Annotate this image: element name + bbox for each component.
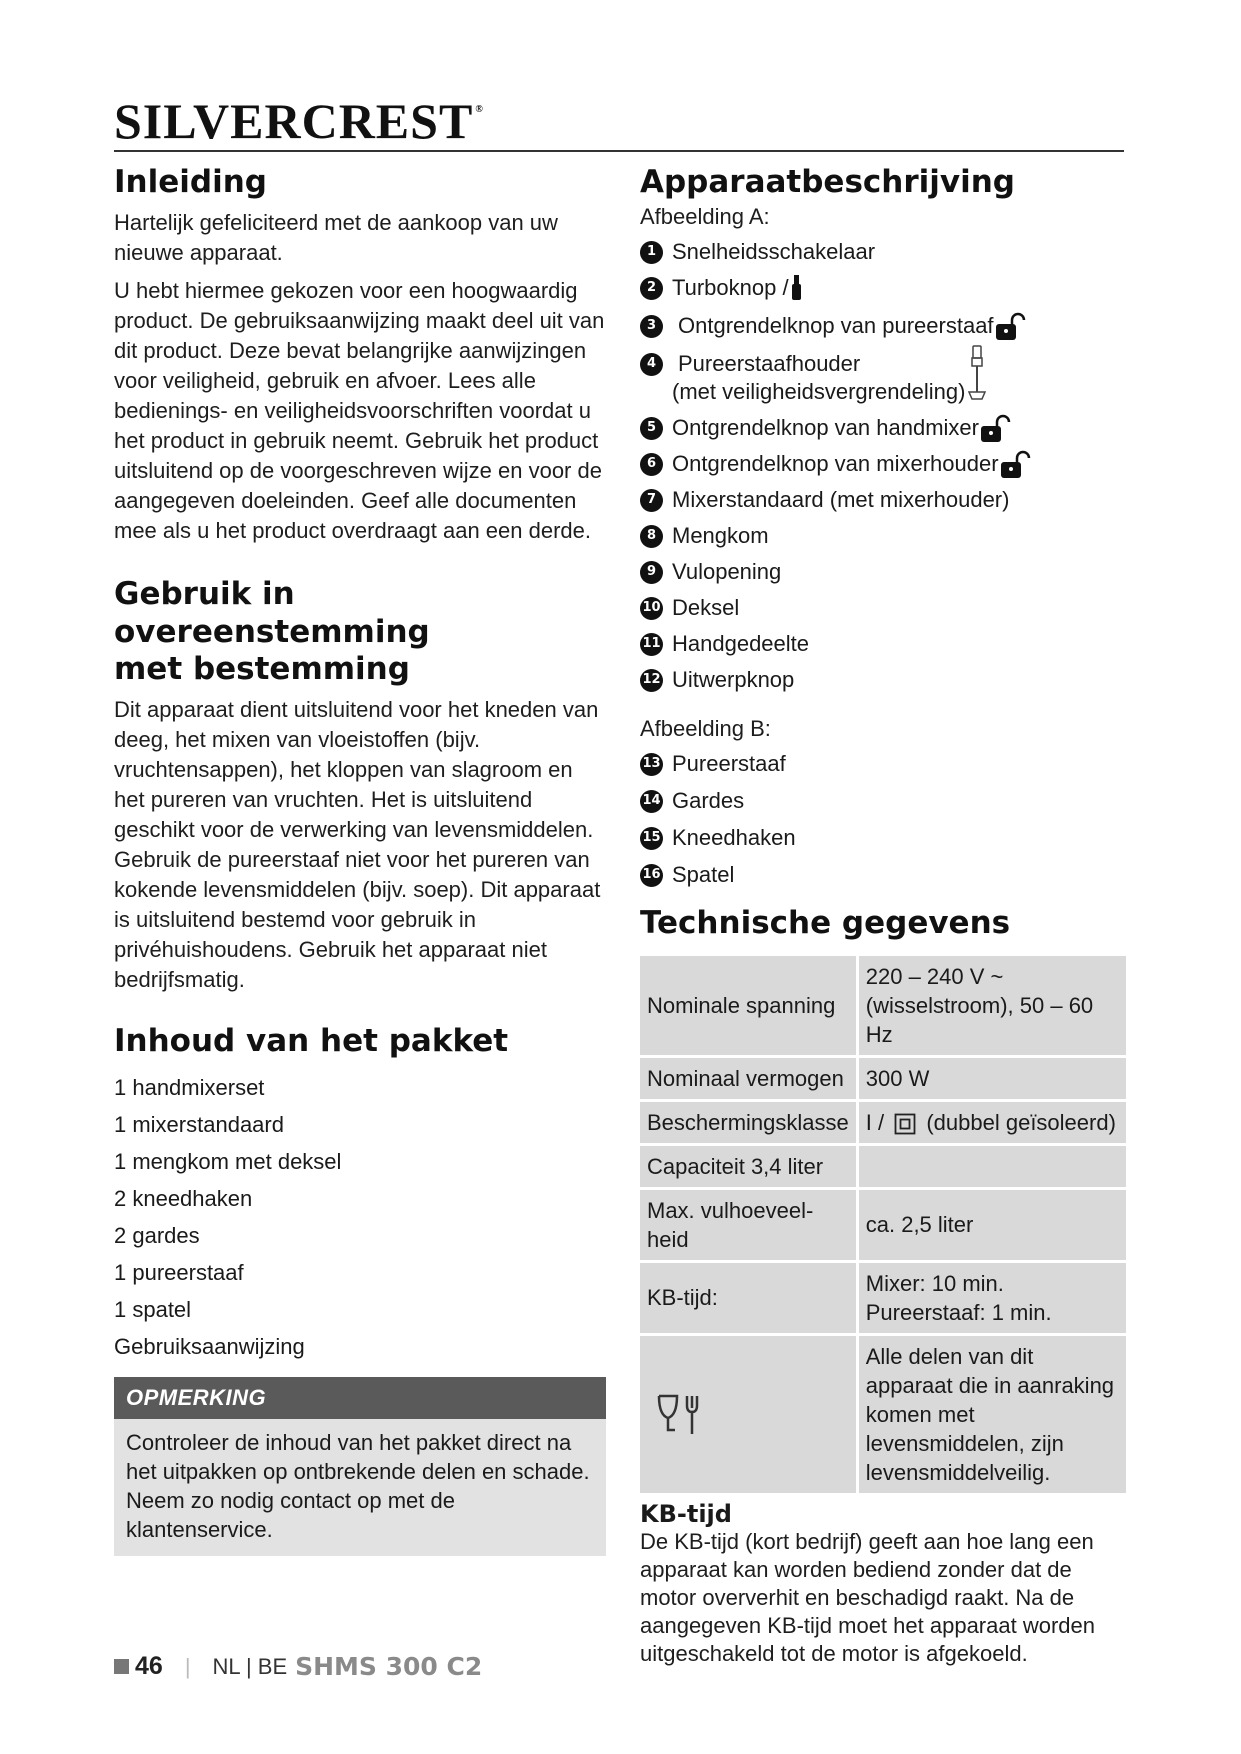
list-item: 2 gardes	[114, 1223, 200, 1249]
parts-list-a	[640, 238, 1126, 694]
brand-logo: SILVERCREST ®	[114, 93, 484, 149]
list-item: 2 kneedhaken	[114, 1186, 253, 1212]
part-number: 3	[640, 315, 663, 338]
table-row: Nominale spanning 220 – 240 V ~ (wisselstroom), 50 – 60 Hz	[640, 956, 1126, 1055]
unlock-icon	[999, 450, 1033, 480]
list-item: 5 Ontgrendelknop van handmixer	[640, 414, 1126, 444]
part-number: 16	[640, 864, 663, 887]
page-marker	[114, 1659, 129, 1674]
specs-table	[637, 953, 1129, 1496]
model-number: SHMS 300 C2	[295, 1652, 483, 1681]
double-insulation-icon	[894, 1113, 916, 1135]
blender-attachment-icon	[965, 344, 989, 404]
header-rule	[114, 150, 1124, 152]
unlock-icon	[994, 312, 1028, 342]
list-item: Gebruiksaanwijzing	[114, 1334, 305, 1360]
list-item: 1 pureerstaaf	[114, 1260, 244, 1286]
part-number: 12	[640, 669, 663, 692]
specs-heading: Technische gegevens	[640, 904, 1011, 941]
package-heading: Inhoud van het pakket	[114, 1023, 509, 1060]
list-item: 15 Kneedhaken	[640, 824, 1126, 852]
figure-b-label: Afbeelding B:	[640, 715, 771, 741]
figure-a-label: Afbeelding A:	[640, 203, 770, 229]
list-item: 10 Deksel	[640, 594, 1126, 622]
food-safe-icon	[653, 1386, 709, 1442]
list-item: 1 mixerstandaard	[114, 1112, 284, 1138]
part-number: 1	[640, 241, 663, 264]
list-item: 7 Mixerstandaard (met mixerhouder)	[640, 486, 1126, 514]
intro-paragraph-2: U hebt hiermee gekozen voor een hoogwaardig product. De gebruiksaanwijzing maakt deel uit van dit product. Deze bevat belangrijke aanwijzingen voor veiligheid, gebruik en afvoer. Lees alle bedienings- en veiligheidsvoorschriften voordat u het product in gebruik neemt. Gebruik het product uitsluitend op de voorgeschreven wijze en voor de aangegeven doeleinden. Geef alle documenten mee als u het product overdraagt aan een derde.	[114, 277, 605, 543]
part-number: 2	[640, 277, 663, 300]
kb-heading: KB-tijd	[640, 1499, 732, 1528]
note-text: Controleer de inhoud van het pakket direct na het uitpakken op ontbrekende delen en schade. Neem zo nodig contact op met de klantenservice.	[114, 1419, 606, 1556]
list-item: 14 Gardes	[640, 787, 1126, 815]
right-column	[640, 164, 1126, 1668]
table-row: Max. vulhoeveel-heid ca. 2,5 liter	[640, 1190, 1126, 1260]
part-number: 10	[640, 597, 663, 620]
table-row: Nominaal vermogen 300 W	[640, 1058, 1126, 1099]
turbo-icon	[789, 274, 803, 304]
part-number: 11	[640, 633, 663, 656]
unlock-icon	[979, 414, 1013, 444]
list-item: 1 mengkom met deksel	[114, 1149, 342, 1175]
list-item: 8 Mengkom	[640, 522, 1126, 550]
list-item: 1 Snelheidsschakelaar	[640, 238, 1126, 266]
intro-paragraph-1: Hartelijk gefeliciteerd met de aankoop van uw nieuwe apparaat.	[114, 209, 558, 265]
page-footer: 46 | NL | BE SHMS 300 C2	[114, 1652, 482, 1681]
list-item: 1 handmixerset	[114, 1075, 265, 1101]
list-item: 16 Spatel	[640, 861, 1126, 889]
left-column	[114, 164, 606, 1556]
list-item: 9 Vulopening	[640, 558, 1126, 586]
part-number: 8	[640, 525, 663, 548]
part-number: 7	[640, 489, 663, 512]
note-title: OPMERKING	[114, 1377, 606, 1419]
parts-list-b	[640, 750, 1126, 889]
part-number: 4	[640, 353, 663, 376]
table-row: Beschermingsklasse I / (dubbel geïsoleerd)	[640, 1102, 1126, 1143]
part-number: 9	[640, 561, 663, 584]
part-number: 6	[640, 453, 663, 476]
list-item: 11 Handgedeelte	[640, 630, 1126, 658]
part-number: 15	[640, 827, 663, 850]
description-heading: Apparaatbeschrijving	[640, 164, 1015, 200]
list-item: 3 Ontgrendelknop van pureerstaaf	[640, 312, 1126, 342]
table-row: KB-tijd: Mixer: 10 min. Pureerstaaf: 1 min.	[640, 1263, 1126, 1333]
intro-heading: Inleiding	[114, 164, 267, 200]
table-row: Capaciteit 3,4 liter	[640, 1146, 1126, 1187]
list-item: 4 Pureerstaafhouder (met veiligheidsvergrendeling)	[640, 350, 1126, 406]
list-item: 1 spatel	[114, 1297, 192, 1323]
note-box	[114, 1377, 606, 1556]
list-item: 6 Ontgrendelknop van mixerhouder	[640, 450, 1126, 480]
kb-text: De KB-tijd (kort bedrijf) geeft aan hoe lang een apparaat kan worden bediend zonder dat de motor oververhit en beschadigd raakt. Na de aangegeven KB-tijd moet het apparaat worden uitgeschakeld tot de motor is afgekoeld.	[640, 1528, 1095, 1666]
page-number: 46	[135, 1652, 163, 1680]
part-number: 14	[640, 790, 663, 813]
part-number: 5	[640, 417, 663, 440]
language-code: NL | BE	[212, 1653, 288, 1679]
package-list	[114, 1069, 606, 1365]
table-row: Alle delen van dit apparaat die in aanraking komen met levensmiddelen, zijn levensmiddelveilig.	[640, 1336, 1126, 1493]
list-item: 12 Uitwerpknop	[640, 666, 1126, 694]
list-item: 13 Pureerstaaf	[640, 750, 1126, 778]
intended-use-text: Dit apparaat dient uitsluitend voor het kneden van deeg, het mixen van vloeistoffen (bijv. vruchtensappen), het kloppen van slagroom en het pureren van vruchten. Het is uitsluitend geschikt voor de verwerking van levensmiddelen. Gebruik de pureerstaaf niet voor het pureren van kokende levensmiddelen (bijv. soep). Dit apparaat is uitsluitend bestemd voor gebruik in privéhuishoudens. Gebruik het apparaat niet bedrijfsmatig.	[114, 697, 601, 993]
intended-use-heading: Gebruik in overeenstemming met bestemming	[114, 575, 430, 688]
part-number: 13	[640, 753, 663, 776]
list-item: 2 Turboknop /	[640, 274, 1126, 304]
